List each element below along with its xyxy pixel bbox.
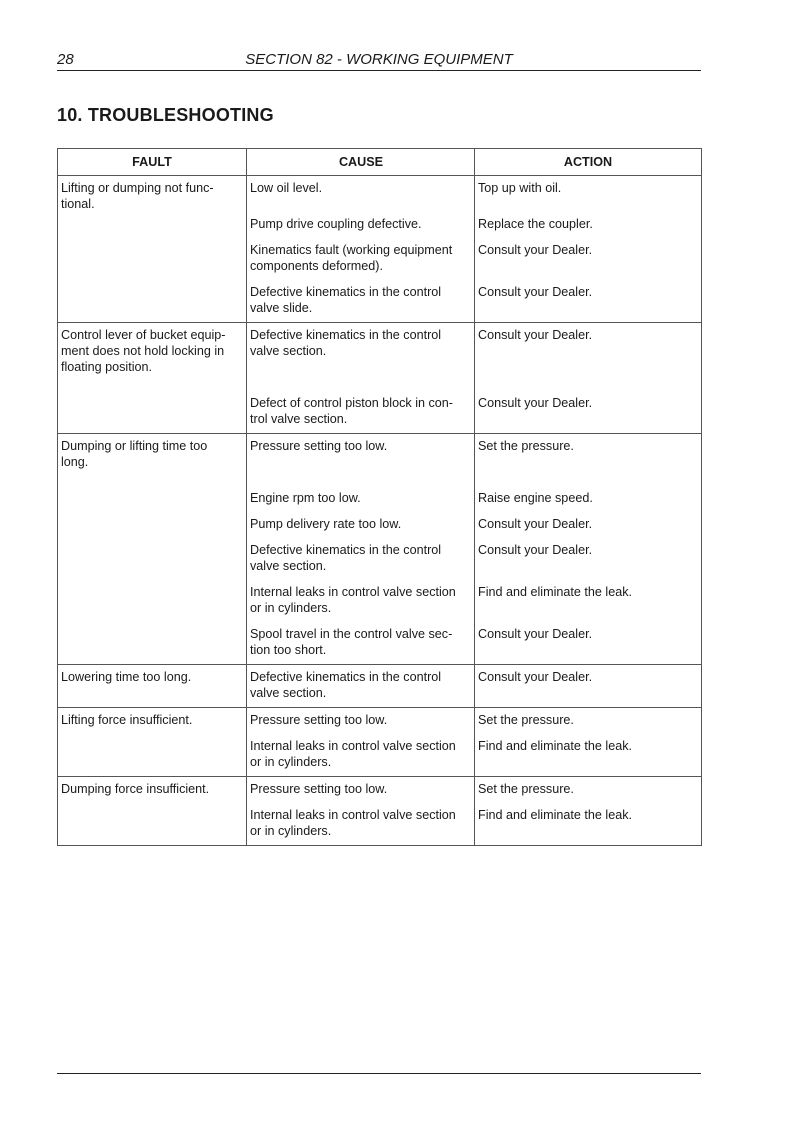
action-text: Set the pressure. bbox=[478, 782, 574, 796]
cause-action-entry bbox=[247, 242, 701, 274]
fault-text: Lifting or dumping not func- tional. bbox=[61, 181, 214, 211]
cause-action-entry bbox=[247, 542, 701, 574]
cause-action-entry bbox=[247, 216, 701, 232]
cause-text: Internal leaks in control valve section or in cylinders. bbox=[250, 808, 456, 838]
cause-text: Defective kinematics in the control valve section. bbox=[250, 670, 442, 700]
footer-rule bbox=[57, 1073, 701, 1074]
cause-text: Low oil level. bbox=[250, 181, 323, 195]
cause-action-entry bbox=[247, 738, 701, 770]
cause-text: Internal leaks in control valve section or in cylinders. bbox=[250, 739, 456, 769]
cause-column-header: CAUSE bbox=[338, 155, 384, 169]
cause-action-entry bbox=[247, 781, 701, 797]
page-header bbox=[57, 50, 701, 71]
action-text: Find and eliminate the leak. bbox=[478, 585, 633, 599]
action-text: Raise engine speed. bbox=[478, 491, 593, 505]
action-text: Set the pressure. bbox=[478, 713, 574, 727]
cause-action-entry bbox=[247, 180, 701, 196]
table-row bbox=[58, 323, 702, 434]
fault-text: Control lever of bucket equip- ment does not hold locking in floating position. bbox=[61, 328, 226, 374]
cause-action-entry bbox=[247, 807, 701, 839]
action-column-header: ACTION bbox=[563, 155, 613, 169]
fault-text: Dumping or lifting time too long. bbox=[61, 439, 208, 469]
action-text: Consult your Dealer. bbox=[478, 543, 593, 557]
action-text: Consult your Dealer. bbox=[478, 243, 593, 257]
cause-action-entry bbox=[247, 712, 701, 728]
cause-text: Defective kinematics in the control valve section. bbox=[250, 328, 442, 358]
cause-action-entry bbox=[247, 438, 701, 454]
section-title: SECTION 82 - WORKING EQUIPMENT bbox=[245, 51, 513, 68]
page-title: 10. TROUBLESHOOTING bbox=[57, 105, 274, 125]
action-text: Find and eliminate the leak. bbox=[478, 808, 633, 822]
cause-action-entry bbox=[247, 395, 701, 427]
action-text: Consult your Dealer. bbox=[478, 627, 593, 641]
cause-text: Pump drive coupling defective. bbox=[250, 217, 422, 231]
table-row bbox=[58, 665, 702, 708]
cause-action-entry bbox=[247, 626, 701, 658]
action-text: Replace the coupler. bbox=[478, 217, 593, 231]
cause-action-entry bbox=[247, 284, 701, 316]
action-text: Set the pressure. bbox=[478, 439, 574, 453]
action-text: Consult your Dealer. bbox=[478, 285, 593, 299]
cause-action-entry bbox=[247, 669, 701, 701]
cause-text: Kinematics fault (working equipment components deformed). bbox=[250, 243, 453, 273]
fault-text: Lowering time too long. bbox=[61, 670, 192, 684]
action-text: Consult your Dealer. bbox=[478, 670, 593, 684]
action-text: Find and eliminate the leak. bbox=[478, 739, 633, 753]
cause-text: Engine rpm too low. bbox=[250, 491, 361, 505]
table-header-row bbox=[58, 149, 702, 176]
table-row bbox=[58, 176, 702, 323]
cause-action-entry bbox=[247, 516, 701, 532]
table-row bbox=[58, 777, 702, 846]
cause-text: Pressure setting too low. bbox=[250, 782, 388, 796]
cause-text: Defective kinematics in the control valve slide. bbox=[250, 285, 442, 315]
table-row bbox=[58, 434, 702, 665]
cause-text: Internal leaks in control valve section or in cylinders. bbox=[250, 585, 456, 615]
cause-text: Defective kinematics in the control valve section. bbox=[250, 543, 442, 573]
table-row bbox=[58, 708, 702, 777]
cause-text: Pump delivery rate too low. bbox=[250, 517, 402, 531]
cause-text: Spool travel in the control valve sec- tion too short. bbox=[250, 627, 453, 657]
cause-text: Defect of control piston block in con- trol valve section. bbox=[250, 396, 454, 426]
cause-action-entry bbox=[247, 584, 701, 616]
fault-column-header: FAULT bbox=[58, 149, 247, 176]
fault-text: Dumping force insufficient. bbox=[61, 782, 210, 796]
action-text: Consult your Dealer. bbox=[478, 517, 593, 531]
page-number: 28 bbox=[57, 51, 74, 68]
cause-action-entry bbox=[247, 490, 701, 506]
troubleshooting-table bbox=[57, 148, 702, 846]
action-text: Consult your Dealer. bbox=[478, 328, 593, 342]
action-text: Top up with oil. bbox=[478, 181, 562, 195]
cause-text: Pressure setting too low. bbox=[250, 713, 388, 727]
cause-action-entry bbox=[247, 327, 701, 359]
action-text: Consult your Dealer. bbox=[478, 396, 593, 410]
cause-text: Pressure setting too low. bbox=[250, 439, 388, 453]
fault-text: Lifting force insufficient. bbox=[61, 713, 193, 727]
